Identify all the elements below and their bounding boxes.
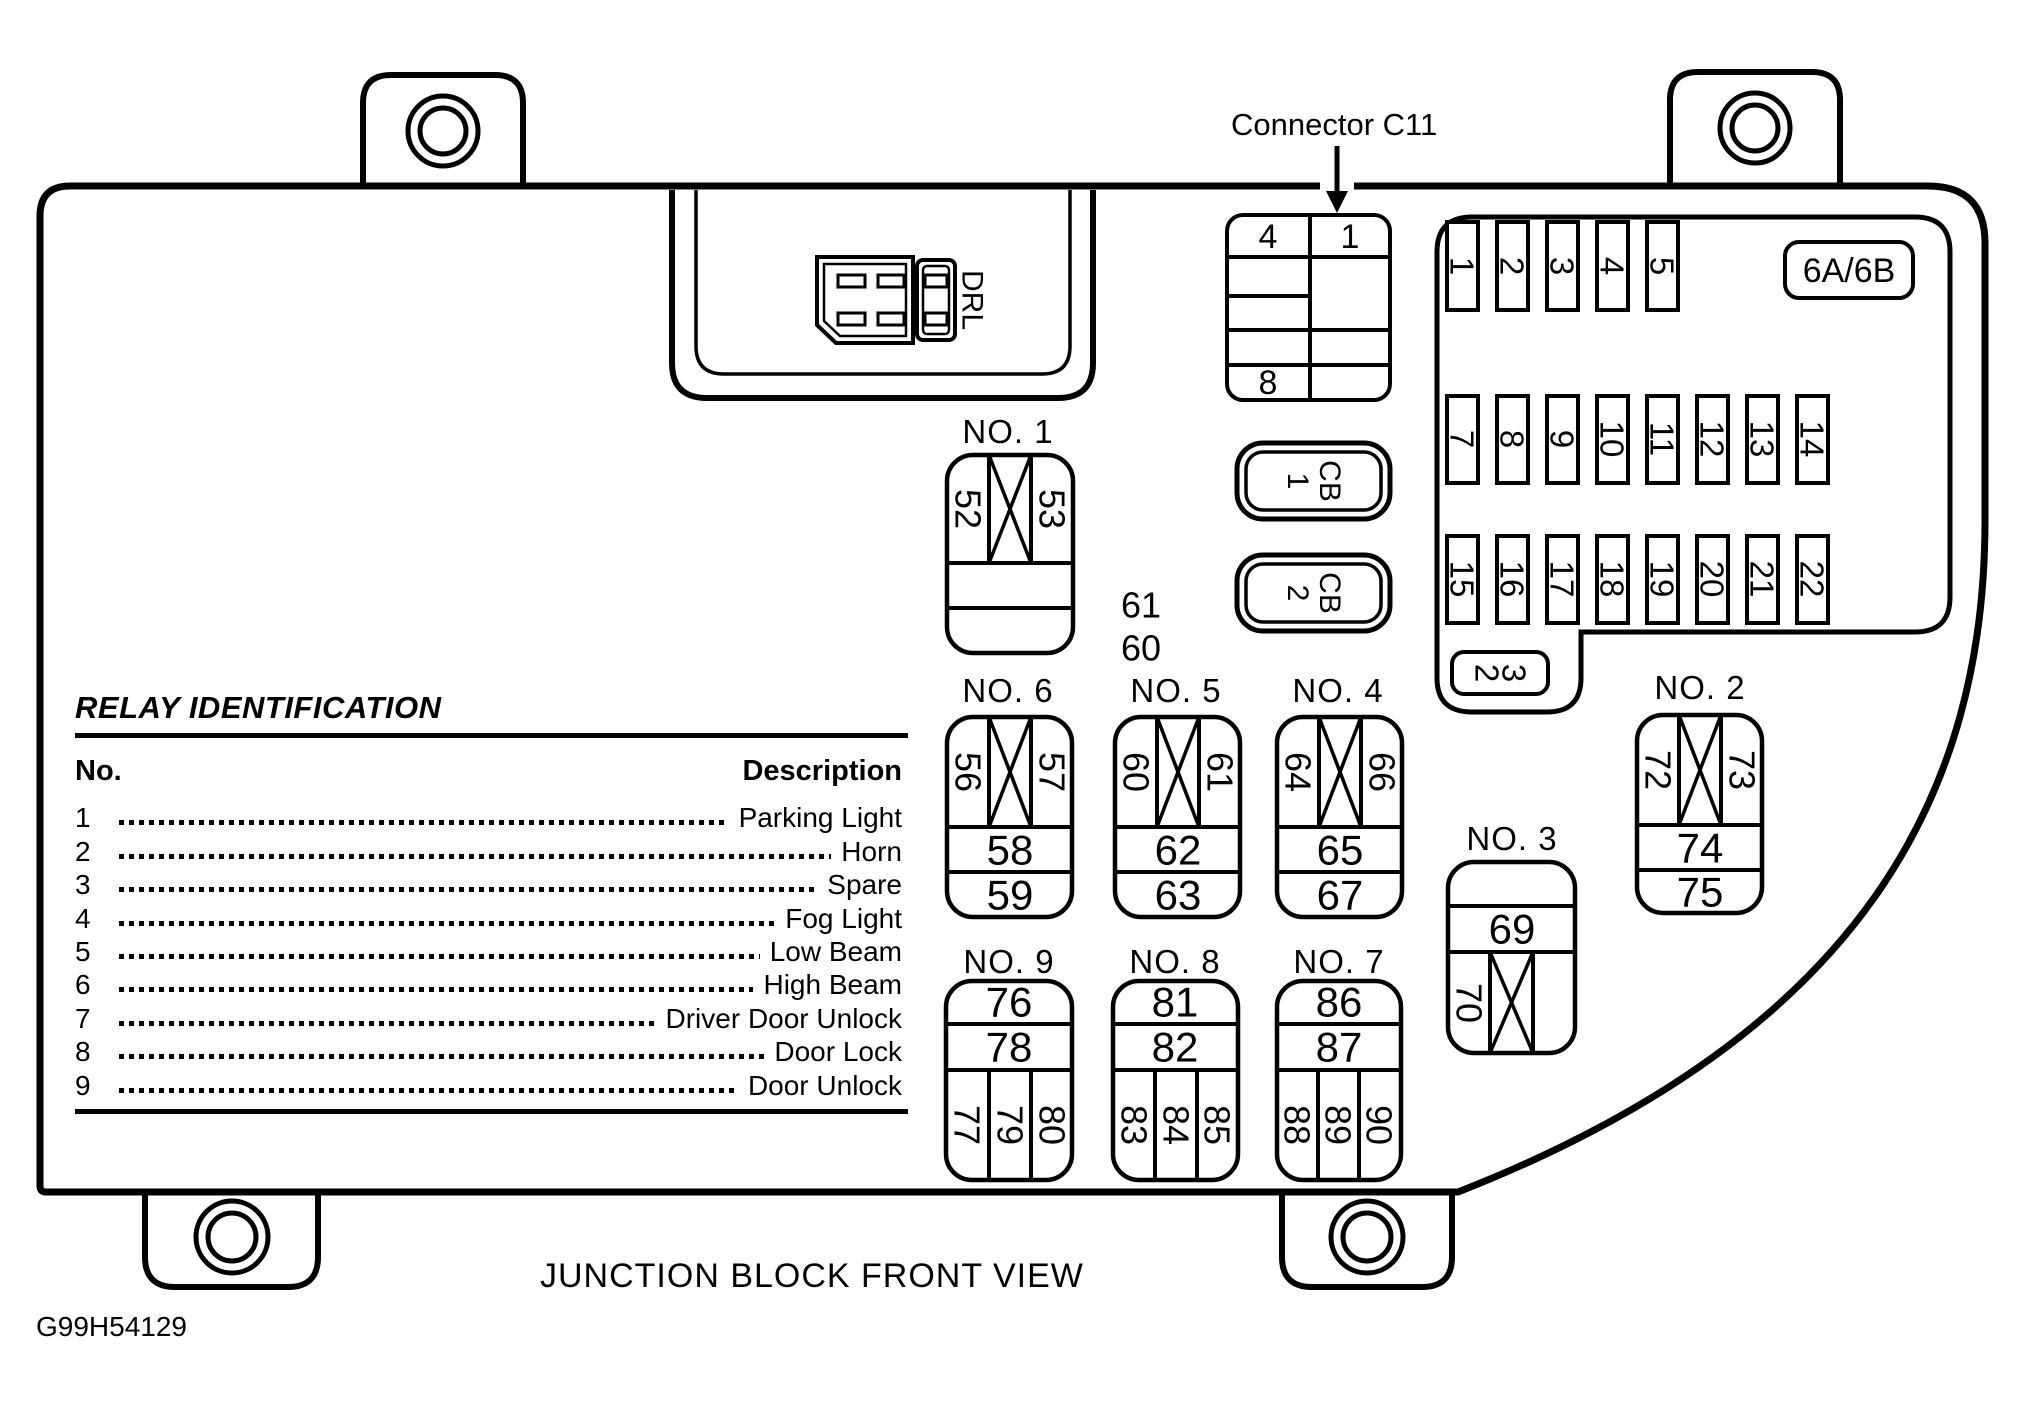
circuit-breaker-2	[1237, 555, 1390, 631]
relay-pin: 57	[1031, 751, 1073, 793]
fuse-number: 20	[1693, 560, 1731, 598]
fuse-number: 2	[1468, 663, 1506, 683]
relay-pin: 69	[1488, 905, 1536, 953]
fuse-number: 14	[1793, 420, 1831, 458]
relay-pin: 79	[989, 1104, 1031, 1146]
connector-slot	[878, 275, 904, 287]
bolt-hole-inner	[1343, 1213, 1391, 1261]
relay-pin: 85	[1196, 1104, 1238, 1146]
relay-pin: 86	[1315, 978, 1363, 1026]
relay-no9	[946, 943, 1072, 1180]
relay-identification-table	[75, 690, 908, 1114]
table-row	[75, 1068, 908, 1101]
relay-pin: 59	[986, 871, 1034, 919]
row-description: Parking Light	[738, 802, 902, 834]
fuse-number: 2	[1493, 256, 1531, 276]
table-row	[75, 1001, 908, 1034]
relay-no3	[1448, 820, 1575, 1053]
relay-pin: 81	[1151, 978, 1199, 1026]
relay-label: NO. 8	[1129, 943, 1221, 980]
row-number: 9	[75, 1069, 91, 1101]
relay-pin: 52	[947, 488, 989, 530]
fuse-number: 17	[1543, 560, 1581, 598]
relay-pin: 83	[1113, 1104, 1155, 1146]
relay-pin: 90	[1358, 1104, 1400, 1146]
bolt-hole-inner	[208, 1213, 256, 1261]
relay-pin: 64	[1277, 751, 1319, 793]
row-description: Driver Door Unlock	[665, 1002, 902, 1034]
row-number: 7	[75, 1002, 91, 1034]
fuse-number: 22	[1793, 560, 1831, 598]
relay-pin: 67	[1316, 871, 1364, 919]
fuse-number: 4	[1593, 256, 1631, 276]
relay-pin: 73	[1721, 749, 1763, 791]
relay-pin: 75	[1676, 868, 1724, 916]
fuse-number: 3	[1543, 256, 1581, 276]
row-description: Door Unlock	[747, 1069, 902, 1101]
fuse-number: 21	[1743, 560, 1781, 598]
relay-pin: 61	[1199, 751, 1241, 793]
row-description: Fog Light	[785, 902, 902, 934]
connector-slot	[925, 275, 947, 287]
relay-pin: 56	[947, 751, 989, 793]
fuse-number: 12	[1693, 420, 1731, 458]
row-description: Horn	[841, 835, 902, 867]
relay-label: NO. 3	[1466, 820, 1558, 857]
relay-pin: 82	[1151, 1023, 1199, 1071]
cb1-label: CB	[1313, 460, 1346, 502]
leader-dots	[119, 987, 753, 992]
row-number: 8	[75, 1036, 91, 1068]
row-number: 4	[75, 902, 91, 934]
row-number: 6	[75, 969, 91, 1001]
drl-label: DRL	[955, 269, 989, 331]
circuit-breaker-1	[1237, 443, 1390, 519]
drl-connector-body	[817, 257, 913, 343]
leader-dots	[119, 1021, 656, 1026]
relay-pin: 89	[1317, 1104, 1359, 1146]
table-bottom-rule	[75, 1109, 908, 1114]
fuse-number: 18	[1593, 560, 1631, 598]
row-number: 1	[75, 802, 91, 834]
fuse-number: 5	[1643, 256, 1681, 276]
figure-code: G99H54129	[36, 1311, 188, 1342]
leader-dots	[119, 820, 729, 825]
leader-dots	[119, 1088, 738, 1093]
fuse-number: 13	[1743, 420, 1781, 458]
leader-dots	[119, 1054, 764, 1059]
relay-label: NO. 6	[962, 672, 1054, 709]
leader-dots	[119, 854, 831, 859]
column-header-description: Description	[742, 755, 902, 787]
bolt-hole-inner	[420, 108, 466, 154]
row-number: 5	[75, 935, 91, 967]
cb2-label: CB	[1313, 572, 1346, 614]
table-row	[75, 801, 908, 834]
row-description: Low Beam	[769, 935, 902, 967]
row-number: 2	[75, 835, 91, 867]
relay-pin: 63	[1154, 871, 1202, 919]
column-header-no: No.	[75, 755, 122, 787]
table-title: RELAY IDENTIFICATION	[75, 690, 908, 738]
fuse-number: 10	[1593, 420, 1631, 458]
table-row	[75, 968, 908, 1001]
leader-dots	[119, 887, 817, 892]
fuse-number: 9	[1543, 429, 1581, 449]
diagram-caption: JUNCTION BLOCK FRONT VIEW	[540, 1257, 1084, 1295]
relay-pin: 84	[1155, 1104, 1197, 1146]
table-row	[75, 834, 908, 867]
c11-cell-8: 8	[1258, 363, 1278, 402]
relay-pin: 88	[1276, 1104, 1318, 1146]
leader-dots	[119, 921, 775, 926]
cb1-number: 1	[1281, 472, 1314, 490]
bolt-hole-inner	[1732, 105, 1778, 151]
relay-pin: 74	[1676, 824, 1724, 872]
connector-c11-label: Connector C11	[1231, 107, 1438, 142]
fuse-number: 1	[1443, 256, 1481, 276]
row-description: High Beam	[763, 969, 902, 1001]
leader-dots	[119, 954, 760, 959]
relay-pin: 70	[1448, 982, 1490, 1024]
table-row	[75, 1035, 908, 1068]
row-number: 3	[75, 869, 91, 901]
relay-pin: 62	[1154, 826, 1202, 874]
relay-pin: 53	[1031, 488, 1073, 530]
relay-pin: 78	[985, 1023, 1033, 1071]
relay-pin: 80	[1031, 1104, 1073, 1146]
relay-no8	[1113, 943, 1238, 1180]
relay-label: NO. 9	[963, 943, 1055, 980]
row-description: Spare	[827, 869, 902, 901]
fuse-number: 11	[1643, 421, 1681, 457]
relay-pin: 65	[1316, 826, 1364, 874]
fuse-number: 7	[1443, 429, 1481, 449]
relay-label: NO. 1	[962, 413, 1054, 450]
fuse-number: 19	[1643, 560, 1681, 598]
fuse-number: 8	[1493, 429, 1531, 449]
terminal-61: 61	[1121, 584, 1162, 626]
connector-slot	[878, 313, 904, 325]
connector-slot	[838, 275, 865, 287]
relay-pin: 87	[1315, 1023, 1363, 1071]
table-row	[75, 935, 908, 968]
c11-cell-1: 1	[1340, 217, 1360, 256]
relay-pin: 58	[986, 826, 1034, 874]
relay-pin: 66	[1361, 751, 1403, 793]
fuse-number: 16	[1493, 560, 1531, 598]
relay-label: NO. 4	[1292, 672, 1384, 709]
fuse-number: 15	[1443, 560, 1481, 598]
connector-slot	[838, 313, 865, 325]
relay-label: NO. 7	[1293, 943, 1385, 980]
relay-no7	[1276, 943, 1401, 1180]
row-description: Door Lock	[774, 1036, 902, 1068]
spare-fuse-label: 6A/6B	[1802, 251, 1896, 290]
relay-pin: 72	[1637, 749, 1679, 791]
cb2-number: 2	[1281, 584, 1314, 602]
relay-pin: 60	[1115, 751, 1157, 793]
c11-cell-4: 4	[1258, 217, 1278, 256]
connector-slot	[925, 313, 947, 325]
relay-pin: 76	[985, 978, 1033, 1026]
fuse-number: 3	[1495, 663, 1533, 683]
relay-pin: 77	[946, 1104, 988, 1146]
relay-label: NO. 5	[1130, 672, 1222, 709]
table-row	[75, 901, 908, 934]
relay-label: NO. 2	[1654, 669, 1746, 706]
terminal-60: 60	[1121, 627, 1162, 669]
table-row	[75, 868, 908, 901]
